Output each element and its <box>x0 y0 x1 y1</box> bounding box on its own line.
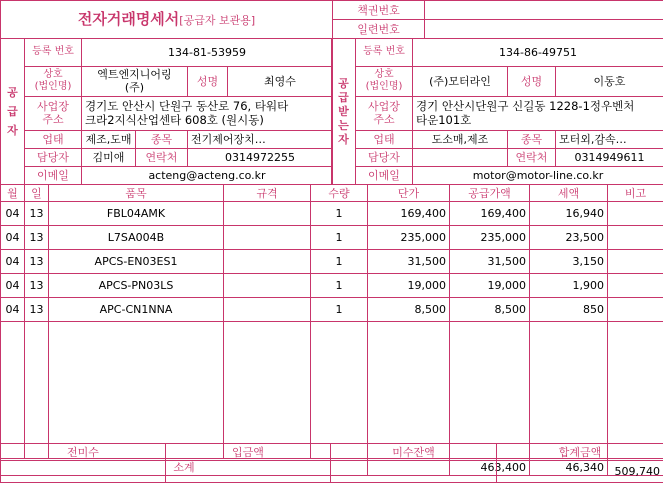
receiver-type-label: 업태 <box>356 130 413 148</box>
item-spec <box>224 226 311 250</box>
item-note <box>608 202 663 226</box>
item-qty: 1 <box>311 226 368 250</box>
supplier-item-label: 종목 <box>136 130 188 148</box>
receiver-side-char: 자 <box>338 132 349 146</box>
unpaid-balance-label: 미수잔액 <box>331 444 497 461</box>
item-name: APCS-EN03ES1 <box>49 250 224 274</box>
col-header-spec: 규격 <box>224 185 311 202</box>
receiver-item-label: 종목 <box>508 130 556 148</box>
item-tax: 16,940 <box>530 202 608 226</box>
item-note <box>608 250 663 274</box>
receiver-side-label <box>332 39 356 185</box>
item-spec <box>224 298 311 322</box>
item-qty: 1 <box>311 298 368 322</box>
items-table <box>0 184 663 476</box>
receiver-item-value: 모터외,감속… <box>556 130 663 148</box>
receiver-type-value: 도소매,제조 <box>413 130 508 148</box>
receiver-addr-label: 사업장 주소 <box>356 96 413 130</box>
item-supply: 235,000 <box>450 226 530 250</box>
items-header-row <box>1 185 663 202</box>
paid-value <box>166 461 331 483</box>
supplier-person-label: 담당자 <box>25 148 82 166</box>
total-label: 합계금액 <box>497 444 663 461</box>
receiver-reg-label: 등록 번호 <box>356 39 413 67</box>
supplier-email-value: acteng@acteng.co.kr <box>82 166 333 184</box>
supplier-rep-label: 성명 <box>188 66 228 96</box>
item-supply: 31,500 <box>450 250 530 274</box>
item-tax: 1,900 <box>530 274 608 298</box>
unpaid-balance-value <box>331 461 497 483</box>
supplier-side-label <box>1 39 25 185</box>
serial-value <box>425 20 663 39</box>
item-price: 169,400 <box>368 202 450 226</box>
prev-unpaid-value <box>1 461 166 483</box>
supplier-addr-value: 경기도 안산시 단원구 동산로 76, 타워타 크라2지식산업센타 608호 (원시동) <box>82 96 333 130</box>
item-day: 13 <box>25 274 49 298</box>
receiver-person-value <box>413 148 508 166</box>
item-tax: 3,150 <box>530 250 608 274</box>
item-note <box>608 274 663 298</box>
item-month: 04 <box>1 202 25 226</box>
title-main: 전자거래명세서 <box>77 9 180 28</box>
receiver-reg-value: 134-86-49751 <box>413 39 663 67</box>
item-supply: 8,500 <box>450 298 530 322</box>
item-price: 235,000 <box>368 226 450 250</box>
item-price: 31,500 <box>368 250 450 274</box>
supplier-email-label: 이메일 <box>25 166 82 184</box>
supplier-tel-label: 연락처 <box>136 148 188 166</box>
item-name: APC-CN1NNA <box>49 298 224 322</box>
table-row <box>1 298 663 322</box>
item-qty: 1 <box>311 274 368 298</box>
item-day: 13 <box>25 298 49 322</box>
col-header-month: 월 <box>1 185 25 202</box>
receiver-name-value: (주)모터라인 <box>413 66 508 96</box>
supplier-type-value: 제조,도매 <box>82 130 136 148</box>
item-supply: 169,400 <box>450 202 530 226</box>
subtotal-label: 소계 <box>1 459 368 476</box>
col-header-day: 일 <box>25 185 49 202</box>
col-header-tax: 세액 <box>530 185 608 202</box>
supplier-item-value: 전기제어장치… <box>188 130 333 148</box>
supplier-side-char: 급 <box>7 105 18 118</box>
col-header-supply: 공급가액 <box>450 185 530 202</box>
supplier-addr-label: 사업장 주소 <box>25 96 82 130</box>
receiver-tel-value: 0314949611 <box>556 148 663 166</box>
title-table <box>0 0 663 39</box>
item-price: 19,000 <box>368 274 450 298</box>
table-row <box>1 250 663 274</box>
supplier-reg-value: 134-81-53959 <box>82 39 333 67</box>
subtotal-supply: 463,400 <box>450 459 530 476</box>
subtotal-tax: 46,340 <box>530 459 608 476</box>
receiver-name-label: 상호 (법인명) <box>356 66 413 96</box>
supplier-name-label: 상호 (법인명) <box>25 66 82 96</box>
total-value: 509,740 <box>497 461 663 483</box>
item-qty: 1 <box>311 250 368 274</box>
receiver-rep-label: 성명 <box>508 66 556 96</box>
receiver-side-char: 받 <box>338 104 349 118</box>
item-qty: 1 <box>311 202 368 226</box>
prev-unpaid-label: 전미수 <box>1 444 166 461</box>
item-name: L7SA004B <box>49 226 224 250</box>
item-month: 04 <box>1 226 25 250</box>
receiver-side-char: 는 <box>338 118 349 132</box>
receiver-side-char: 급 <box>338 90 349 104</box>
item-note <box>608 298 663 322</box>
item-month: 04 <box>1 274 25 298</box>
item-spec <box>224 202 311 226</box>
supplier-name-value: 엑트엔지니어링 (주) <box>82 66 188 96</box>
items-empty-area <box>1 322 663 459</box>
item-note <box>608 226 663 250</box>
receiver-side-char: 공 <box>338 76 349 90</box>
supplier-side-char: 공 <box>7 86 18 99</box>
receiver-rep-value: 이동호 <box>556 66 663 96</box>
supplier-side-char: 자 <box>7 124 18 137</box>
receiver-person-label: 담당자 <box>356 148 413 166</box>
receiver-email-label: 이메일 <box>356 166 413 184</box>
supplier-reg-label: 등록 번호 <box>25 39 82 67</box>
col-header-note: 비고 <box>608 185 663 202</box>
item-day: 13 <box>25 226 49 250</box>
item-name: FBL04AMK <box>49 202 224 226</box>
book-no-label: 책권번호 <box>333 1 425 20</box>
item-day: 13 <box>25 250 49 274</box>
book-no-value <box>425 1 663 20</box>
item-price: 8,500 <box>368 298 450 322</box>
table-row <box>1 202 663 226</box>
supplier-block <box>0 38 333 185</box>
receiver-tel-label: 연락처 <box>508 148 556 166</box>
item-name: APCS-PN03LS <box>49 274 224 298</box>
title-sub: [공급자 보관용] <box>179 13 256 27</box>
item-day: 13 <box>25 202 49 226</box>
item-month: 04 <box>1 250 25 274</box>
supplier-person-value: 김미애 <box>82 148 136 166</box>
receiver-block <box>331 38 663 185</box>
item-month: 04 <box>1 298 25 322</box>
item-spec <box>224 250 311 274</box>
table-row <box>1 226 663 250</box>
table-row <box>1 274 663 298</box>
serial-label: 일련번호 <box>333 20 425 39</box>
col-header-qty: 수량 <box>311 185 368 202</box>
receiver-addr-value: 경기 안산시단원구 신길동 1228-1정우벤처 타운101호 <box>413 96 663 130</box>
document-title <box>1 1 333 39</box>
paid-label: 입금액 <box>166 444 331 461</box>
item-tax: 23,500 <box>530 226 608 250</box>
supplier-type-label: 업태 <box>25 130 82 148</box>
supplier-rep-value: 최영수 <box>228 66 333 96</box>
col-header-item: 품목 <box>49 185 224 202</box>
receiver-email-value: motor@motor-line.co.kr <box>413 166 663 184</box>
footer-table <box>0 443 663 483</box>
item-tax: 850 <box>530 298 608 322</box>
item-spec <box>224 274 311 298</box>
item-supply: 19,000 <box>450 274 530 298</box>
col-header-price: 단가 <box>368 185 450 202</box>
supplier-tel-value: 0314972255 <box>188 148 333 166</box>
